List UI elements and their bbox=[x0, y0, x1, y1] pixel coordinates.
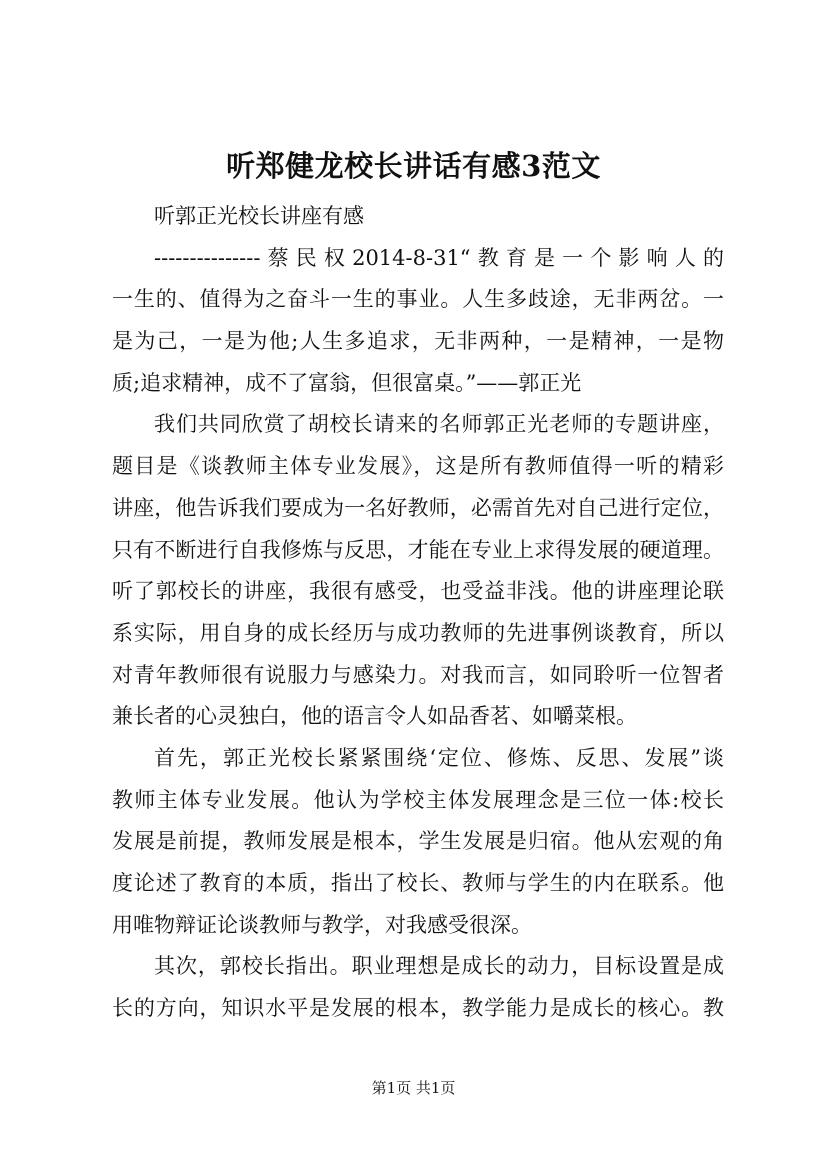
text-line: 我们共同欣赏了胡校长请来的名师郭正光老师的专题讲座， bbox=[154, 412, 724, 437]
text-line: 只有不断进行自我修炼与反思，才能在专业上求得发展的硬道理。 bbox=[112, 537, 724, 562]
text-line: 系实际，用自身的成长经历与成功教师的先进事例谈教育，所以 bbox=[112, 620, 724, 645]
text-line: 首先，郭正光校长紧紧围绕‘定位、修炼、反思、发展”谈 bbox=[154, 745, 724, 770]
text-line: 讲座，他告诉我们要成为一名好教师，必需首先对自己进行定位， bbox=[112, 495, 724, 520]
text-line: 长的方向，知识水平是发展的根本，教学能力是成长的核心。教 bbox=[112, 996, 724, 1021]
text-line: 听了郭校长的讲座，我很有感受，也受益非浅。他的讲座理论联 bbox=[112, 579, 724, 604]
text-line: 度论述了教育的本质，指出了校长、教师与学生的内在联系。他 bbox=[112, 871, 724, 895]
text-line: 教师主体专业发展。他认为学校主体发展理念是三位一体:校长 bbox=[112, 787, 724, 812]
text-line: ---------------蔡民权2014-8-31“教育是一个影响人的 bbox=[154, 245, 724, 270]
text-line: 题目是《谈教师主体专业发展》，这是所有教师值得一听的精彩 bbox=[112, 454, 724, 479]
document-title: 听郑健龙校长讲话有感3范文 bbox=[226, 149, 601, 183]
text-line: 用唯物辩证论谈教师与教学，对我感受很深。 bbox=[112, 912, 532, 937]
text-line: 其次，郭校长指出。职业理想是成长的动力，目标设置是成 bbox=[154, 954, 724, 979]
text-line: 是为己，一是为他;人生多追求，无非两种，一是精神，一是物 bbox=[112, 329, 724, 354]
subtitle-line: 听郭正光校长讲座有感 bbox=[154, 204, 364, 228]
text-line: 发展是前提，教师发展是根本，学生发展是归宿。他从宏观的角 bbox=[112, 829, 724, 854]
document-body bbox=[112, 196, 724, 1030]
text-line: 对青年教师很有说服力与感染力。对我而言，如同聆听一位智者 bbox=[112, 662, 724, 687]
text-line: 质;追求精神，成不了富翁，但很富桌。”——郭正光 bbox=[112, 370, 582, 395]
text-line: 兼长者的心灵独白，他的语言令人如品香茗、如嚼菜根。 bbox=[112, 704, 637, 729]
page-number-footer: 第1页 共1页 bbox=[371, 1079, 456, 1097]
text-line: 一生的、值得为之奋斗一生的事业。人生多歧途，无非两岔。一 bbox=[112, 287, 724, 312]
